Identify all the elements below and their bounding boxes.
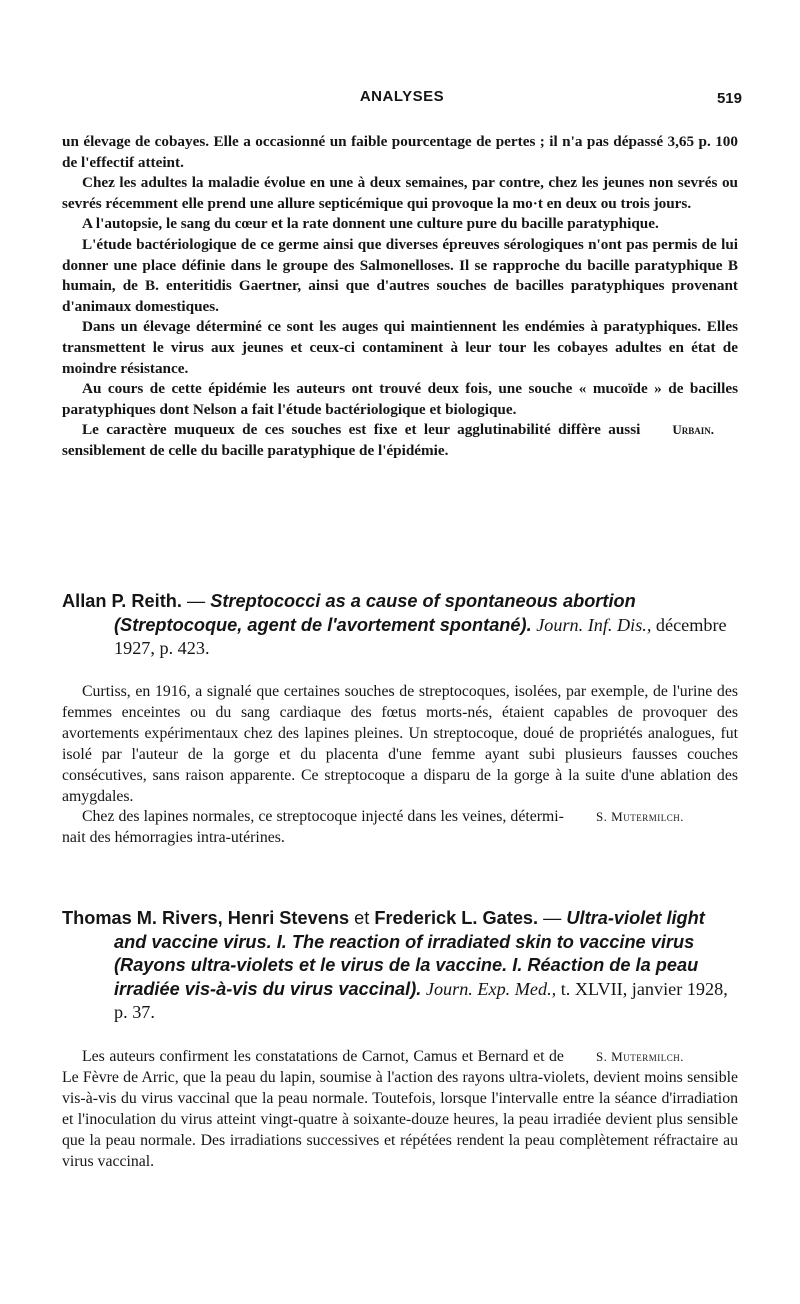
article-heading (62, 590, 738, 661)
paragraph: L'étude bactériologique de ce germe ainsi que diverses épreuves sérologiques n'ont pas permis de lui donner une place définie dans le groupe des Salmonelloses. Il se rapproche du bacille paratyphique B humain, de B. enteritidis Gaertner, ainsi que d'autres souches de bacilles paratyphiques provenant d'animaux domestiques. (62, 235, 738, 315)
paragraph: Curtiss, en 1916, a signalé que certaines souches de streptocoques, isolées, par exemple, de l'urine des femmes enceintes ou du sang cardiaque des fœtus morts-nés, étaient capables de provoquer des avortements expérimentaux chez des lapines pleines. Un streptocoque, doué de propriétés analogues, fut isolé par l'auteur de la gorge et du placenta d'une femme ayant subi plusieurs fausses couches consécutives, sans raison apparente. Ce streptocoque a disparu de la gorge à la suite d'une ablation des amygdales. (62, 683, 738, 805)
paragraph-last (62, 807, 738, 849)
page-header (62, 88, 742, 114)
conjunction: et (349, 908, 375, 928)
article-author: Frederick L. Gates. (374, 908, 539, 928)
article-title: Streptococci as a cause of spontaneous abortion (Streptocoque, agent de l'avortement spontané). (114, 591, 636, 635)
paragraph-text: Les auteurs confirment les constatations de Carnot, Camus et Bernard et de Le Fèvre de Arric, que la peau du lapin, soumise à l'action des rayons ultra-violets, devient moins sensible vis-à-vis du virus vaccinal que la peau normale. Toutefois, lorsque l'intervalle entre la séance d'irradiation et l'inoculation du virus atteint vingt-quatre à soixante-douze heures, la peau irradiée devient plus sensible que la peau normale. Des irradiations successives et répétées rendent la peau complètement réfractaire au virus vaccinal. (62, 1048, 738, 1170)
journal-name: Journ. Inf. Dis., (531, 614, 652, 635)
article-heading (62, 907, 738, 1025)
dash: — (538, 908, 567, 928)
dash: — (181, 591, 211, 611)
paragraph: A l'autopsie, le sang du cœur et la rate donnent une culture pure du bacille paratyphique. (82, 215, 659, 233)
page-number: 519 (716, 90, 742, 107)
article-body (62, 682, 738, 849)
journal-name: Journ. Exp. Med., (421, 978, 557, 999)
article-body (62, 1047, 738, 1172)
paragraph-text: Chez des lapines normales, ce streptocoque injecté dans les veines, détermi-nait des hémorragies intra-utérines. (62, 808, 564, 847)
paragraph: Au cours de cette épidémie les auteurs ont trouvé deux fois, une souche « mucoïde » de bacilles paratyphiques dont Nelson a fait l'étude bactériologique et biologique. (62, 380, 738, 418)
signature: S. Mutermilch. (595, 1049, 684, 1064)
article-title: Ultra-violet light and vaccine virus. I. The reaction of irradiated skin to vaccine virus (Rayons ultra-violets et le virus de la vaccine. I. Réaction de la peau irradiée vis-à-vis du virus vaccinal). (114, 908, 705, 999)
article-author: Allan P. Reith. (62, 591, 182, 611)
paragraph-last (62, 1047, 738, 1172)
paragraph-last (62, 420, 738, 461)
journal-reference: t. XLVII, janvier 1928, p. 37. (114, 978, 728, 1022)
journal-reference: décembre 1927, p. 423. (114, 614, 727, 658)
signature: Urbain. (672, 422, 714, 438)
signature: S. Mutermilch. (595, 809, 684, 825)
article-citation (62, 590, 738, 661)
paragraph-text: Le caractère muqueux de ces souches est fixe et leur agglutinabilité diffère aussi sensiblement de celle du bacille paratyphique de l'épidémie. (62, 421, 641, 459)
article-citation (62, 907, 738, 1025)
paragraph: Chez les adultes la maladie évolue en une à deux semaines, par contre, chez les jeunes non sevrés ou sevrés récemment elle prend une allure septicémique qui provoque la mo·t en deux ou trois jours. (62, 174, 738, 212)
article-authors: Thomas M. Rivers, Henri Stevens (62, 908, 350, 928)
paragraph: un élevage de cobayes. Elle a occasionné un faible pourcentage de pertes ; il n'a pas dépassé 3,65 p. 100 de l'effectif atteint. (62, 133, 738, 171)
previous-article-tail (62, 132, 738, 462)
paragraph: Dans un élevage déterminé ce sont les auges qui maintiennent les endémies à paratyphiques. Elles transmettent le virus aux jeunes et ceux-ci contaminent à leur tour les cobayes adultes en état de moindre résistance. (62, 318, 738, 377)
running-title: ANALYSES (359, 88, 445, 105)
